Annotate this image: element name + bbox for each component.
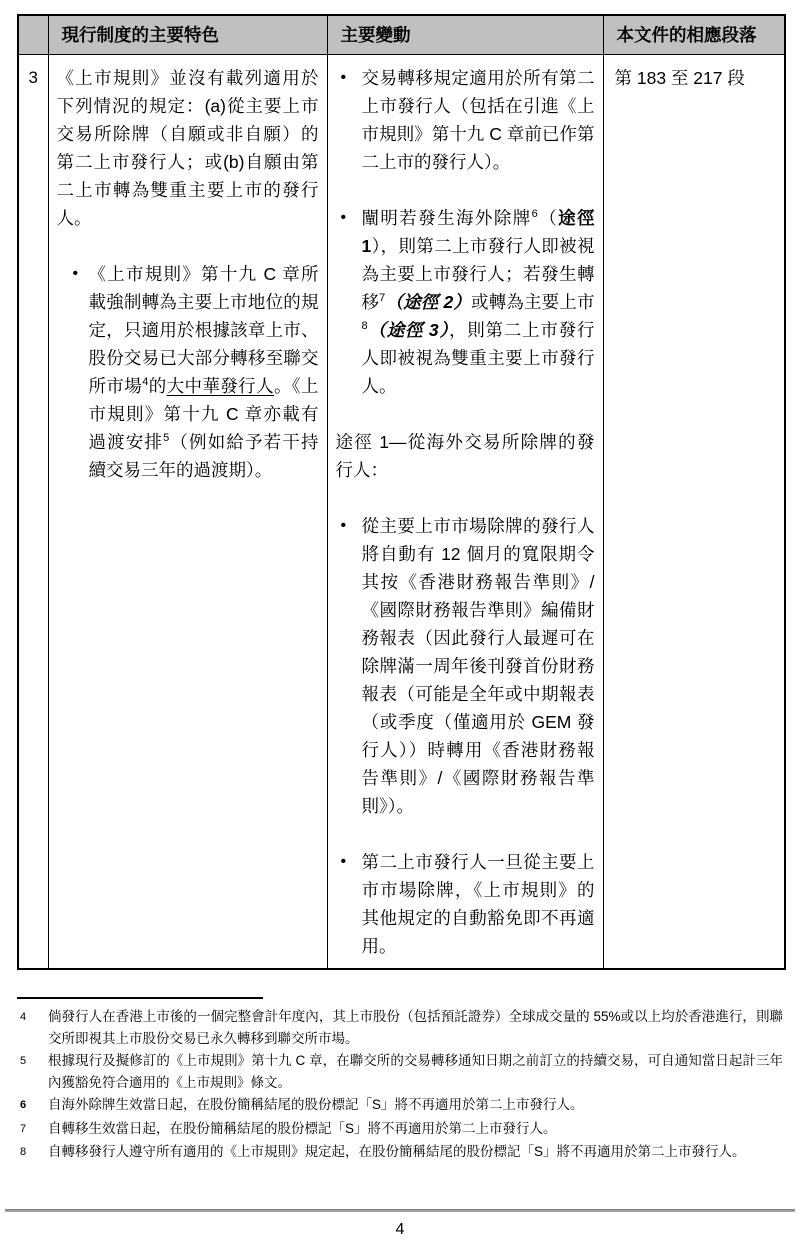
footnote-text: 倘發行人在香港上市後的一個完整會計年度內，其上市股份（包括預託證券）全球成交量的 55%或以上均於香港進行，則聯交所即視其上市股份交易已永久轉移到聯交所市場。 <box>48 1009 783 1046</box>
footnote-number: 5 <box>20 1055 27 1067</box>
footnote-number: 4 <box>20 1011 27 1023</box>
footnote-text: 自海外除牌生效當日起，在股份簡稱結尾的股份標記「S」將不再適用於第二上市發行人。 <box>48 1097 584 1112</box>
header-cell-number <box>18 15 48 55</box>
header-cell-current-features: 現行制度的主要特色 <box>48 15 327 55</box>
bullet-icon: • <box>340 517 347 534</box>
header-cell-main-changes: 主要變動 <box>327 15 603 55</box>
bullet-item <box>336 64 595 176</box>
footnote-text: 自轉移發行人遵守所有適用的《上市規則》規定起，在股份簡稱結尾的股份標記「S」將不再適用於第二上市發行人。 <box>48 1144 746 1159</box>
footnote <box>17 1094 783 1117</box>
footnote-number: 6 <box>20 1099 27 1111</box>
bullet-text: 《上市規則》第十九 C 章所載強制轉為主要上市地位的規定，只適用於根據該章上市、股份交易已大部分轉移至聯交所市場$^4$的大中華發行人。《上市規則》第十九 C 章亦載有過渡安排$^5$（例如給予若干持續交易三年的過渡期）。 <box>88 264 319 480</box>
paragraph-current-intro: 《上市規則》並沒有載列適用於下列情況的規定：(a)從主要上市交易所除牌（自願或非自願）的第二上市發行人；或(b)自願由第二上市轉為雙重主要上市的發行人。 <box>56 68 319 228</box>
bullet-icon: • <box>340 69 347 86</box>
header-cell-paragraphs: 本文件的相應段落 <box>603 15 785 55</box>
footnote <box>17 1050 783 1093</box>
footnote <box>17 1118 783 1141</box>
footnotes-section <box>17 1006 783 1165</box>
footnote <box>17 1006 783 1049</box>
paragraph-ref-cell <box>603 55 785 970</box>
current-features-cell <box>48 55 327 970</box>
footnote-text: 自轉移生效當日起，在股份簡稱結尾的股份標記「S」將不再適用於第二上市發行人。 <box>48 1120 557 1136</box>
bullet-icon: • <box>340 209 347 226</box>
table-row <box>18 55 785 970</box>
page-number: 4 <box>395 1221 405 1238</box>
path-1-heading: 途徑 1—從海外交易所除牌的發行人： <box>335 432 595 480</box>
main-changes-cell <box>327 55 603 970</box>
bullet-text: 闡明若發生海外除牌$^6$（途徑 1），則第二上市發行人即被視為主要上市發行人；若發生轉移$^7$（途徑 2）或轉為主要上市$^8$（途徑 3），則第二上市發行人即被視為雙重主要上市發行人。 <box>361 208 595 396</box>
bullet-item <box>57 260 319 484</box>
bullet-item <box>336 204 595 400</box>
bullet-item <box>336 512 595 820</box>
footer-rule <box>5 1209 795 1212</box>
row-number: 3 <box>18 55 48 970</box>
footnote-number: 8 <box>20 1146 27 1158</box>
bullet-icon: • <box>340 853 347 870</box>
footnote-number: 7 <box>20 1122 27 1135</box>
footnote <box>17 1141 783 1164</box>
comparison-table <box>17 14 786 970</box>
footnote-text: 根據現行及擬修訂的《上市規則》第十九 C 章，在聯交所的交易轉移通知日期之前訂立的持續交易，可自通知當日起計三年內獲豁免符合適用的《上市規則》條文。 <box>48 1053 783 1090</box>
bullet-text: 交易轉移規定適用於所有第二上市發行人（包括在引進《上市規則》第十九 C 章前已作第二上市的發行人）。 <box>361 68 595 172</box>
bullet-icon: • <box>72 265 79 282</box>
footnote-separator <box>17 997 263 999</box>
paragraph-reference: 第 183 至 217 段 <box>614 68 745 88</box>
table-header-row <box>18 15 785 55</box>
bullet-item <box>336 848 595 960</box>
bullet-text: 從主要上市市場除牌的發行人將自動有 12 個月的寬限期令其按《香港財務報告準則》/《國際財務報告準則》編備財務報表（因此發行人最遲可在除牌滿一周年後刊發首份財務報表（可能是全年或中期報表（或季度（僅適用於 GEM 發行人））時轉用《香港財務報告準則》/《國際財務報告準則》）。 <box>361 516 595 816</box>
bullet-text: 第二上市發行人一旦從主要上市市場除牌，《上市規則》的其他規定的自動豁免即不再適用。 <box>361 852 595 956</box>
